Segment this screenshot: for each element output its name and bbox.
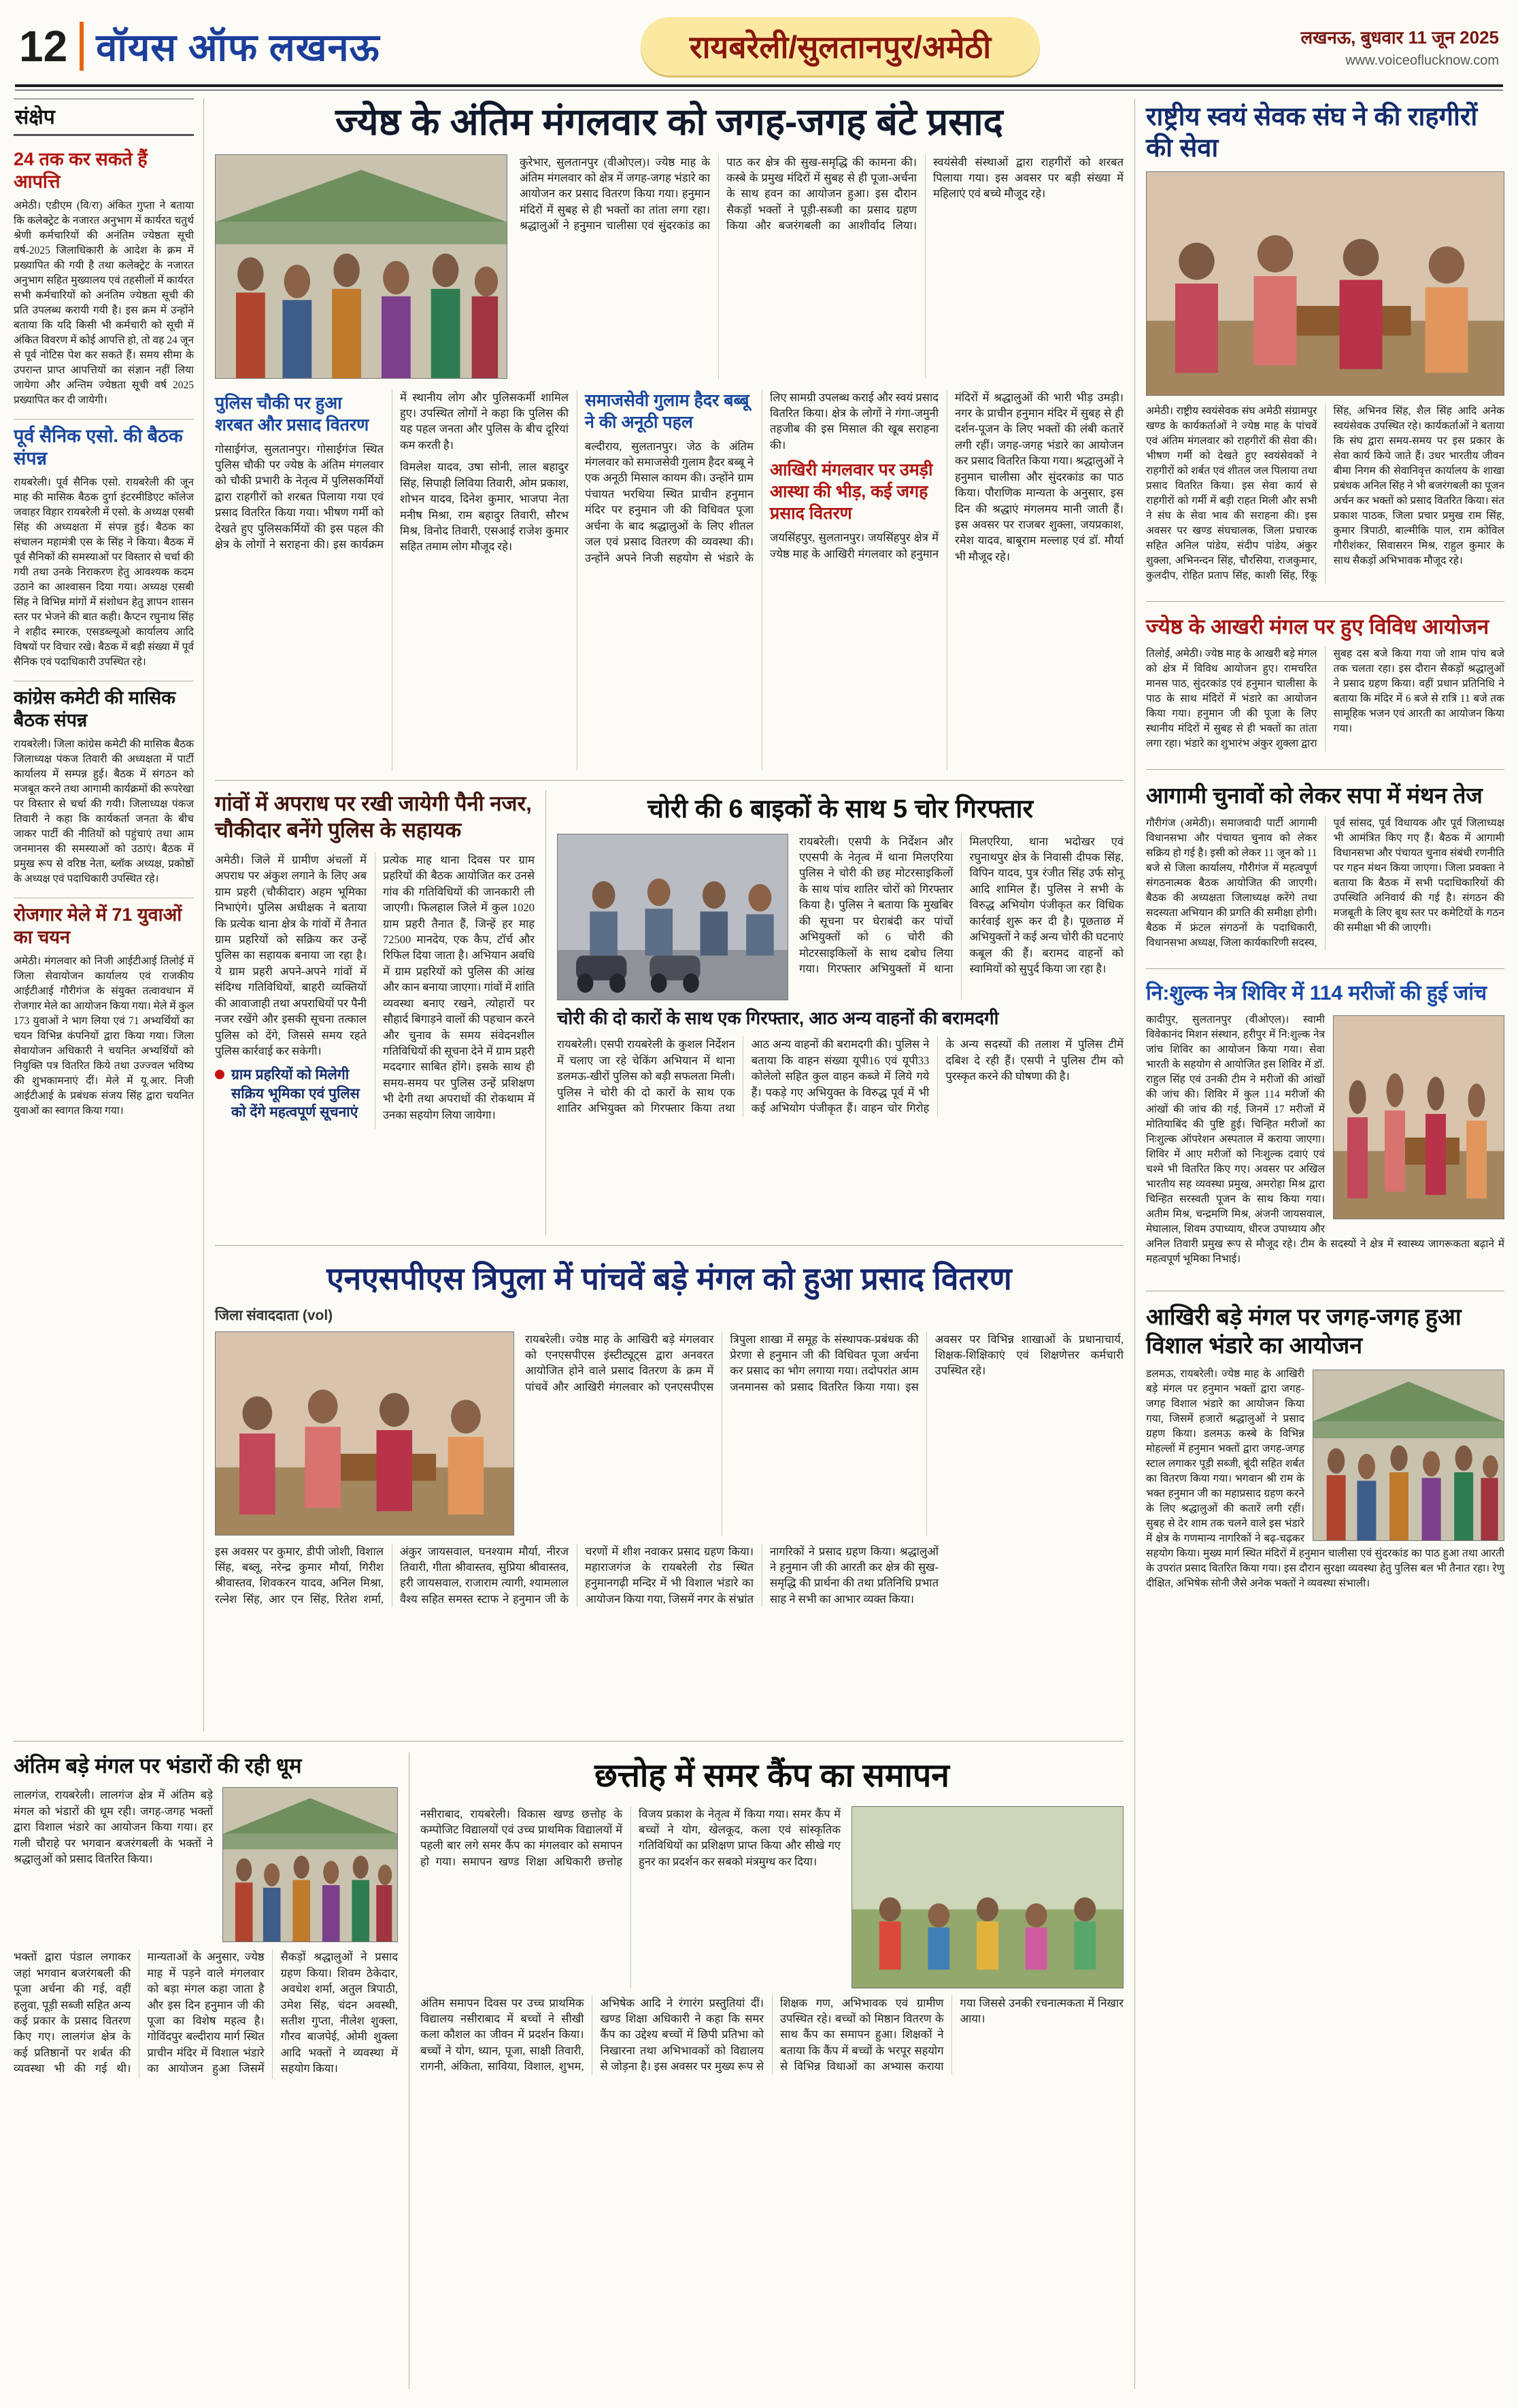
center-column <box>215 99 1124 1731</box>
briefs-column <box>14 99 204 1731</box>
sapa-manthan-article <box>1146 779 1504 959</box>
rss-photo <box>1146 171 1504 396</box>
brief-body: अमेठी। एडीएम (वि/रा) अंकित गुप्ता ने बताया कि कलेक्ट्रेट के नजारत अनुभाग में कार्यरत चतुर्थ श्रेणी कर्मचारियों की अनंतिम ज्येष्ठता सूची वर्ष-2025 जिलाधिकारी के आदेश के क्रम में प्रख्यापित की गयी है तथा कलेक्ट्रेट के नजारत अनुभाग सहित मुख्यालय एवं तहसीलों में कार्यरत सभी कर्मचारियों को अनंतिम ज्येष्ठता सूची की प्रति उपलब्ध करायी गयी है। इस क्रम में उन्होंने बताया कि यदि किसी भी कर्मचारी को सूची में अंकित विवरण में कोई आपत्ति हो, तो वह 24 जून से पूर्व नोटिस पेश कर सकते हैं। समय सीमा के उपरान्त प्राप्त आपत्तियों का संज्ञान नहीं लिया जायेगा और अन्तिम ज्येष्ठता सूची वर्ष 2025 प्रख्यापित कर दी जायेगी। <box>14 199 194 406</box>
header-rule <box>15 84 1503 90</box>
brief-body: अमेठी। मंगलवार को निजी आईटीआई तिलोई में जिला सेवायोजन कार्यालय एवं राजकीय आईटीआई गौरीगंज के संयुक्त तत्वावधान में रोजगार मेले का आयोजन किया गया। मेले में कुल 173 युवाओं ने भाग लिया एवं 71 अभ्यर्थियों का चयन विभिन्न कंपनियों द्वारा किया गया। जिला सेवायोजन अधिकारी ने चयनित अभ्यर्थियों को नियुक्ति पत्र वितरित किये तथा उज्ज्वल भविष्य की शुभकामनाएं दीं। मेले में यू.आर. निजी आईटीआई के प्रबंधक संजय सिंह द्वारा चयनित युवाओं का स्वागत किया गया। <box>14 955 194 1117</box>
lead-subhead-police-chowki: पुलिस चौकी पर हुआ शरबत और प्रसाद वितरण <box>215 393 369 435</box>
dalmau-bhandara-article <box>1146 1301 1504 1606</box>
rss-seva-article <box>1146 99 1504 592</box>
dalmau-photo <box>1313 1370 1504 1541</box>
main-band <box>14 99 1124 2389</box>
lead-subbody: जयसिंहपुर, सुलतानपुर। जयसिंहपुर क्षेत्र में ज्येष्ठ माह के आखिरी मंगलवार को हनुमान मंदिरों में श्रद्धालुओं की भारी भीड़ उमड़ी। नगर के प्राचीन हनुमान मंदिर में सुबह से ही दर्शन-पूजन के लिए भक्तों की लंबी कतारें लगी रहीं। जगह-जगह भंडारे का आयोजन कर प्रसाद वितरित किया गया। श्रद्धालुओं ने हनुमान चालीसा और सुंदरकांड का पाठ किया। पौराणिक मान्यता के अनुसार, इस दिन की श्रद्धाएं मंगलमय मानी जाती हैं। इस अवसर पर राजबर शुक्ला, जयप्रकाश, रमेश यादव, बाबूराम मल्लाह एवं डॉ. मौर्या भी मौजूद रहे। <box>770 390 1124 563</box>
nsps-headline: एनएसपीएस त्रिपुला में पांचवें बड़े मंगल को हुआ प्रसाद वितरण <box>326 1260 1012 1296</box>
brief-headline: रोजगार मेले में 71 युवाओं का चयन <box>14 904 182 947</box>
lead-top-row <box>215 154 1124 379</box>
brief-headline: कांग्रेस कमेटी की मासिक बैठक संपन्न <box>14 687 176 730</box>
page-header <box>14 8 1504 84</box>
brief-headline: पूर्व सैनिक एसो. की बैठक संपन्न <box>14 425 183 469</box>
summer-camp-photo <box>851 1806 1124 1988</box>
crime-watch-highlight <box>215 1066 367 1121</box>
divider <box>1146 968 1504 969</box>
crime-watch-bullet-text: ग्राम प्रहरियों को मिलेगी सक्रिय भूमिका एवं पुलिस को देंगे महत्वपूर्ण सूचनाएं <box>231 1067 360 1121</box>
lead-subhead-gulam-haidar: समाजसेवी गुलाम हैदर बब्बू ने की अनूठी पहल <box>585 390 749 432</box>
brief-body: रायबरेली। जिला कांग्रेस कमेटी की मासिक बैठक जिलाध्यक्ष पंकज तिवारी की अध्यक्षता में पार्टी कार्यालय में सम्पन्न हुई। बैठक में संगठन को मजबूत करने तथा आगामी कार्यक्रमों की रूपरेखा पर विस्तार से चर्चा की गयी। जिलाध्यक्ष पंकज तिवारी ने कहा कि कार्यकर्ता जनता के बीच जाकर पार्टी की नीतियों को पहुंचाएं तथा आम जनमानस की समस्याओं को उठाएं। बैठक में प्रमुख रूप से वरिष्ठ नेता, ब्लॉक अध्यक्ष, प्रकोष्ठों के अध्यक्ष एवं पदाधिकारी उपस्थित रहे। <box>14 738 194 885</box>
bullet-icon <box>215 1070 224 1079</box>
masthead-left <box>19 20 380 72</box>
rss-body-columns <box>1146 404 1504 583</box>
page-number: 12 <box>19 22 68 71</box>
briefs-section-title: संक्षेप <box>14 99 194 136</box>
vividh-body-columns <box>1146 647 1504 751</box>
nsps-prasad-article <box>215 1255 1124 1731</box>
lead-intro: कुरेभार, सुलतानपुर (वीओएल)। ज्येष्ठ माह के अंतिम मंगलवार को क्षेत्र में जगह-जगह भंडारे का आयोजन कर प्रसाद वितरण किया गया। हनुमान मंदिरों में सुबह से ही भक्तों का तांता लगा रहा। श्रद्धालुओं ने हनुमान चालीसा एवं सुंदरकांड का पाठ कर क्षेत्र की सुख-समृद्धि की कामना की। कस्बे के प्रमुख मंदिरों में सुबह से ही पूजा-अर्चना के साथ हवन का आयोजन हुआ। इस दौरान सैकड़ों भक्तों ने पूड़ी-सब्जी का प्रसाद ग्रहण किया और बजरंगबली का आशीर्वाद लिया। स्वयंसेवी संस्थाओं द्वारा राहगीरों को शरबत पिलाया गया। इस अवसर पर बड़ी संख्या में महिलाएं एवं बच्चे मौजूद रहे। <box>520 155 1124 233</box>
right-column <box>1134 99 1504 2389</box>
nsps-body: इस अवसर पर कुमार, डीपी जोशी, विशाल सिंह, बब्लू, नरेन्द्र कुमार मौर्या, गिरीश श्रीवास्तव, शिवकरन यादव, अनिल मिश्रा, रत्नेश सिंह, आर एन सिंह, रितेश शर्मा, अंकुर जायसवाल, घनश्याम मौर्या, नीरज तिवारी, गीता श्रीवास्तव, सुप्रिया श्रीवास्तव, हरी जायसवाल, राजाराम त्यागी, श्यामलाल वैश्य सहित समस्त स्टाफ ने हनुमान जी के चरणों में शीश नवाकर प्रसाद ग्रहण किया। महाराजगंज के रायबरेली रोड स्थित हनुमानगढ़ी मन्दिर में भी विशाल भंडारे का आयोजन किया गया, जिसमें नगर के संभ्रांत नागरिकों ने प्रसाद ग्रहण किया। श्रद्धालुओं ने हनुमान जी की आरती कर क्षेत्र की सुख-समृद्धि की प्रार्थना की तथा प्रतिनिधि प्रभात साह ने सभी का आभार व्यक्त किया। <box>215 1544 939 1606</box>
sapa-body-columns <box>1146 816 1504 951</box>
nsps-body: रायबरेली। ज्येष्ठ माह के आखिरी बड़े मंगलवार को एनएसपीएस इंस्टीट्यूट्स द्वारा अनवरत आयोजित होने वाले प्रसाद वितरण के क्रम में पांचवें और आखिरी मंगलवार को एनएसपीएस त्रिपुला शाखा में समूह के संस्थापक-प्रबंधक की प्रेरणा से हनुमान जी की विधिवत पूजा अर्चना कर प्रसाद का भोग लगाया गया। तदोपरांत आम जनमानस को प्रसाद वितरित किया गया। इस अवसर पर विभिन्न शाखाओं के प्रधानाचार्य, शिक्षक-शिक्षिकाएं एवं शिक्षणेत्तर कर्मचारी उपस्थित रहे। <box>525 1332 1124 1393</box>
sapa-headline: आगामी चुनावों को लेकर सपा में मंथन तेज <box>1146 782 1483 808</box>
lead-photo <box>215 154 507 379</box>
lead-subhead-aakhiri-mangal: आखिरी मंगलवार पर उमड़ी आस्था की भीड़, कई जगह प्रसाद वितरण <box>770 460 933 524</box>
eye-camp-photo <box>1333 1015 1504 1219</box>
summer-camp-intro-columns <box>420 1806 841 1988</box>
crime-row <box>215 790 1124 1236</box>
nsps-byline: जिला संवाददाता (vol) <box>215 1307 333 1323</box>
summer-camp-body: नसीराबाद, रायबरेली। विकास खण्ड छत्तोह के कम्पोजिट विद्यालयों एवं उच्च प्राथमिक विद्यालयों में पहली बार लगे समर कैंप का मंगलवार को समापन हो गया। समापन खण्ड शिक्षा अधिकारी छत्तोह विजय प्रकाश के नेतृत्व में किया गया। समर कैंप में बच्चों ने योग, खेलकूद, कला एवं सांस्कृतिक गतिविधियों का प्रशिक्षण प्राप्त किया और सीखे गए हुनर का प्रदर्शन कर सबको मंत्रमुग्ध कर दिया। <box>420 1807 841 1868</box>
lalganj-bhandara-article <box>14 1752 398 2389</box>
lead-attendee-names: विमलेश यादव, उषा सोनी, लाल बहादुर सिंह, सिपाही लिविया तिवारी, ओम प्रकाश, शोभन यादव, दिनेश कुमार, भाजपा नेता मनीष मिश्रा, राम बहादुर तिवारी, सौरभ मिश्र, विनोद तिवारी, एसआई राजेश कुमार सहित तमाम लोग मौजूद रहे। <box>400 460 569 554</box>
divider <box>1146 769 1504 770</box>
bhandara-body: भक्तों द्वारा पंडाल लगाकर जहां भगवान बजरंगबली की पूजा अर्चना की गई, वहीं हलुवा, पूड़ी सब्जी सहित अन्य कई प्रकार के प्रसाद वितरण किए गए। लालगंज क्षेत्र के कई प्रतिष्ठानों पर शर्बत की व्यवस्था भी की गई थी। मान्यताओं के अनुसार, ज्येष्ठ माह में पड़ने वाले मंगलवार को बड़ा मंगल कहा जाता है और इस दिन हनुमान जी की पूजा का विशेष महत्व है। गोविंदपुर बल्दीराय मार्ग स्थित प्राचीन मंदिर में विशाल भंडारे का आयोजन हुआ जिसमें सैकड़ों श्रद्धालुओं ने प्रसाद ग्रहण किया। शिवम ठेकेदार, अवधेश शर्मा, अतुल त्रिपाठी, उमेश सिंह, चंदन अवस्थी, सतीश गुप्ता, नीलेश शुक्ला, गौरव बाजपेई, ओमी शुक्ला आदि भक्तों ने व्यवस्था में सहयोग किया। <box>14 1950 398 2075</box>
sapa-body: गौरीगंज (अमेठी)। समाजवादी पार्टी आगामी विधानसभा और पंचायत चुनाव को लेकर सक्रिय हो गई है। इसी को लेकर 11 जून को 11 बजे से जिला कार्यालय, गौरीगंज में महत्वपूर्ण संगठनात्मक बैठक आयोजित की जाएगी। बैठक की अध्यक्षता जिलाध्यक्ष करेंगे तथा सदस्यता अभियान की प्रगति की समीक्षा होगी। बैठक में फ्रंटल संगठनों के पदाधिकारी, विधानसभा अध्यक्ष, जिला कार्यकारिणी सदस्य, पूर्व सांसद, पूर्व विधायक और पूर्व जिलाध्यक्ष भी आमंत्रित किए गए हैं। बैठक में आगामी विधानसभा और पंचायत चुनाव संबंधी रणनीति पर गहन मंथन किया जाएगा। जिला प्रवक्ता ने बताया कि बैठक में सभी पदाधिकारियों की उपस्थिति अनिवार्य की गई है। संगठन की मजबूती के लिए बूथ स्तर पर कमेटियों के गठन की समीक्षा भी की जाएगी। <box>1146 817 1504 949</box>
bhandara-top-row <box>14 1787 398 1942</box>
eye-camp-headline: नि:शुल्क नेत्र शिविर में 114 मरीजों की हुई जांच <box>1146 981 1487 1004</box>
region-title: रायबरेली/सुलतानपुर/अमेठी <box>689 29 992 65</box>
crime-watch-body: अमेठी। जिले में ग्रामीण अंचलों में अपराध पर अंकुश लगाने के लिए अब ग्राम प्रहरी (चौकीदार) अहम भूमिका निभाएंगे। पुलिस अधीक्षक ने बताया कि प्रत्येक थाना क्षेत्र के गांवों में तैनात ग्राम प्रहरियों को सक्रिय कर उन्हें पुलिस का सहायक बनाया जा रहा है। ये ग्राम प्रहरी अपने-अपने गांवों में संदिग्ध गतिविधियों, बाहरी व्यक्तियों की आवाजाही तथा अपराधियों पर पैनी नजर रखेंगे और इसकी सूचना तत्काल पुलिस को देंगे, जिससे समय रहते पुलिस कार्रवाई कर सकेगी। <box>215 853 367 1057</box>
lead-subbody: गोसाईगंज, सुलतानपुर। गोसाईगंज स्थित पुलिस चौकी पर ज्येष्ठ के अंतिम मंगलवार को चौकी प्रभारी के नेतृत्व में पुलिसकर्मियों द्वारा राहगीरों को शरबत पिलाया गया एवं प्रसाद वितरित किया गया। भीषण गर्मी को देखते हुए पुलिसकर्मियों की इस पहल की क्षेत्र के लोगों ने सराहना की। इस कार्यक्रम में स्थानीय लोग और पुलिसकर्मी शामिल हुए। उपस्थित लोगों ने कहा कि पुलिस की यह पहल जनता और पुलिस के बीच दूरियां कम करती है। <box>215 390 569 552</box>
divider <box>215 1245 1124 1246</box>
bhandara-body: लालगंज, रायबरेली। लालगंज क्षेत्र में अंतिम बड़े मंगल को भंडारों की धूम रही। जगह-जगह भक्तों द्वारा विशाल भंडारे का आयोजन किया गया। हर गली चौराहे पर भगवान बजरंगबली के भक्तों ने श्रद्धालुओं को प्रसाद वितरित किया। <box>14 1788 213 1865</box>
vividh-headline: ज्येष्ठ के आखरी मंगल पर हुए विविध आयोजन <box>1146 614 1489 639</box>
eye-camp-article <box>1146 979 1504 1282</box>
brief-article-congress-meeting <box>14 681 194 898</box>
eye-camp-body: कादीपुर, सुलतानपुर (वीओएल)। स्वामी विवेकानंद मिशन संस्थान, हरीपुर में नि:शुल्क नेत्र जांच शिविर का आयोजन किया गया। सेवा भारती के सहयोग से आयोजित इस शिविर में डॉ. राहुल सिंह एवं उनकी टीम ने मरीजों की आंखों की जांच की। शिविर में कुल 114 मरीजों की आंखों की जांच की गई, जिनमें 17 मरीजों में मोतियाबिंद की पुष्टि हुई। चिन्हित मरीजों का निःशुल्क ऑपरेशन अस्पताल में कराया जाएगा। शिविर में आए मरीजों को निःशुल्क दवाएं एवं चश्मे भी वितरित किए गए। अवसर पर अखिल भारतीय सह व्यवस्था प्रमुख, अमरोहा मिश्र द्वारा चिन्हित सरस्वती पूजन के साथ किया गया। अतीम मिश्र, चन्द्रमणि मिश्र, अंजनी जायसवाल, मेघालाल, शिवम उपाध्याय, धीरज उपाध्याय और अनिल तिवारी प्रमुख रूप से मौजूद रहे। टीम के सदस्यों ने क्षेत्र में स्वास्थ्य जागरूकता बढ़ाने में महत्वपूर्ण भूमिका निभाई। <box>1146 1014 1504 1266</box>
brief-headline: 24 तक कर सकते हैं आपत्ति <box>14 149 148 192</box>
brief-article-objection <box>14 143 194 420</box>
dalmau-headline: आखिरी बड़े मंगल पर जगह-जगह हुआ विशाल भंडारे का आयोजन <box>1146 1304 1462 1359</box>
masthead-right <box>1300 24 1499 69</box>
crime-watch-headline: गांवों में अपराध पर रखी जायेगी पैनी नजर, चौकीदार बनेंगे पुलिस के सहायक <box>215 791 532 843</box>
region-banner <box>641 17 1040 75</box>
lead-subbody: बल्दीराय, सुलतानपुर। जेठ के अंतिम मंगलवार को समाजसेवी गुलाम हैदर बब्बू ने एक अनूठी मिसाल कायम की। उन्होंने ग्राम पंचायत भरथिया स्थित प्राचीन हनुमान मंदिर पर हनुमान जी की विधिवत पूजा अर्चना के बाद श्रद्धालुओं के लिए शीतल जल एवं प्रसाद वितरण की व्यवस्था की। उन्होंने अपने निजी सहयोग से भंडारे के लिए सामग्री उपलब्ध कराई और स्वयं प्रसाद वितरित किया। क्षेत्र के लोगों ने गंगा-जमुनी तहजीब की इस मिसाल की खूब सराहना की। <box>585 390 939 564</box>
summer-camp-article <box>420 1752 1124 2389</box>
theft-body-columns <box>799 834 1124 1000</box>
bike-theft-article <box>557 790 1124 1236</box>
rss-headline: राष्ट्रीय स्वयं सेवक संघ ने की राहगीरों की सेवा <box>1146 103 1478 163</box>
lead-intro-columns <box>520 154 1124 379</box>
lead-body-columns <box>215 390 1124 770</box>
page-content <box>14 99 1504 2389</box>
rss-body: अमेठी। राष्ट्रीय स्वयंसेवक संघ अमेठी संग्रामपुर खण्ड के कार्यकर्ताओं ने ज्येष्ठ माह के पांचवें एवं अंतिम मंगलवार को राहगीरों की सेवा की। भीषण गर्मी को देखते हुए स्वयंसेवकों ने राहगीरों को शर्बत एवं शीतल जल पिलाया तथा प्रसाद वितरित किया। इस सेवा कार्य से राहगीरों को गर्मी में बड़ी राहत मिली और सभी ने संघ के सेवा भाव की सराहना की। इस अवसर पर खण्ड संघचालक, जिला प्रचारक सहित अनिल पांडेय, संदीप पांडेय, अंकुर शुक्ला, अभिनन्दन सिंह, चौरसिया, राजकुमार, कुलदीप, रोहित प्रताप सिंह, काशी सिंह, रिंकू सिंह, अभिनव सिंह, शैल सिंह आदि अनेक स्वयंसेवक उपस्थित रहे। कार्यकर्ताओं ने बताया कि संघ द्वारा समय-समय पर इस प्रकार के सेवा कार्य किये जाते हैं। उधर भारतीय जीवन बीमा निगम की सेवानिवृत्त कार्यालय के शाखा प्रबंधक अनिल सिंह ने भी बजरंगबली का पूजन अर्चन कर भक्तों को प्रसाद वितरित किया। संत प्रकाश पाठक, जिला प्रचार प्रमुख राम सिंह, कुमार त्रिपाठी, बाल्मीकि पाल, राम कोविल गौरीशंकर, सिवासरन मिश्र, राहुल कुमार के साथ सैकड़ों अभिभावक मौजूद रहे। <box>1146 405 1504 581</box>
nsps-body-columns <box>215 1544 1124 1608</box>
lead-headline: ज्येष्ठ के अंतिम मंगलवार को जगह-जगह बंटे प्रसाद <box>335 101 1003 143</box>
brief-article-exservicemen <box>14 420 194 681</box>
lead-article <box>215 99 1124 770</box>
summer-camp-top-row <box>420 1806 1124 1988</box>
bhandara-body-columns <box>14 1949 398 2078</box>
crime-watch-body: प्रत्येक माह थाना दिवस पर ग्राम प्रहरियों की बैठक आयोजित कर उनसे गांव की गतिविधियों की जानकारी ली जाएगी। फिलहाल जिले में कुल 1020 ग्राम प्रहरी तैनात हैं, जिन्हें हर माह 72500 मानदेय, एक कैप, टॉर्च और रिफिल दिया जाता है। अभियान अवधि में ग्राम प्रहरियों को पुलिस की आंख और कान बनाया जाएगा। गांवों में शांति व्यवस्था बनाए रखने, त्योहारों पर सौहार्द बिगाड़ने वालों की पहचान करने और चुनाव के समय संवेदनशील गतिविधियों की सूचना देने में ग्राम प्रहरी मददगार साबित होंगे। इसके साथ ही समय-समय पर पुलिस उन्हें प्रशिक्षण भी देगी तथा अपराधों की रोकथाम में उनका सहयोग लिया जायेगा। <box>383 853 535 1121</box>
theft-body: रायबरेली। एसपी के निर्देशन और एएसपी के नेतृत्व में थाना मिलएरिया पुलिस ने चोरी की छह मोटरसाइकिलों के साथ पांच शातिर चोरों को गिरफ्तार किया है। पुलिस ने बताया कि मुखबिर की सूचना पर घेराबंदी कर पांचों अभियुक्तों को 6 चोरी की मोटरसाइकिलों के साथ दबोच लिया गया। गिरफ्तार अभियुक्तों में थाना मिलएरिया, थाना भदोखर एवं रघुनाथपुर क्षेत्र के निवासी दीपक सिंह, विपिन यादव, पुत्र रंजीत सिंह उर्फ सोनू आदि शामिल हैं। पुलिस ने सभी के विरुद्ध अभियोग पंजीकृत कर विधिक कार्रवाई शुरू कर दी है। पूछताछ में अभियुक्तों ने कई अन्य चोरी की घटनाएं कबूल की हैं। बरामद वाहनों को स्वामियों को सुपुर्द किया जा रहा है। <box>799 834 1124 975</box>
vividh-body: तिलोई, अमेठी। ज्येष्ठ माह के आखरी बड़े मंगल को क्षेत्र में विविध आयोजन हुए। रामचरित मानस पाठ, सुंदरकांड एवं हनुमान चालीसा के पाठ के साथ मंदिरों में भंडारे का आयोजन किया गया। हनुमान जी की पूजा के लिए स्थानीय मंदिरों में सुबह से ही भक्तों का तांता लगा रहा। भंडारे का शुभारंभ अंकुर शुक्ला द्वारा सुबह दस बजे किया गया जो शाम पांच बजे तक चलता रहा। इस दौरान सैकड़ों श्रद्धालुओं ने प्रसाद ग्रहण किया। वहीं प्रधान प्रतिनिधि ने बताया कि मंदिर में 6 बजे से रात्रि 11 बजे तक सामूहिक भजन एवं आरती का आयोजन किया गया। <box>1146 647 1504 749</box>
theft-headline: चोरी की 6 बाइकों के साथ 5 चोर गिरफ्तार <box>647 794 1034 824</box>
masthead-title: वॉयस ऑफ लखनऊ <box>96 26 380 69</box>
bhandara-headline: अंतिम बड़े मंगल पर भंडारों की रही धूम <box>14 1753 302 1778</box>
divider <box>14 1741 1124 1742</box>
divider <box>1146 601 1504 602</box>
summer-camp-body-columns <box>420 1995 1124 2075</box>
dateline: लखनऊ, बुधवार 11 जून 2025 <box>1300 27 1499 48</box>
divider <box>545 790 546 1236</box>
theft-photo <box>557 834 788 1000</box>
theft-subhead-car-arrest: चोरी की दो कारों के साथ एक गिरफ्तार, आठ अन्य वाहनों की बरामदगी <box>557 1007 999 1028</box>
nsps-photo <box>215 1332 514 1536</box>
summer-camp-headline: छत्तोह में समर कैंप का समापन <box>594 1757 949 1794</box>
crime-watch-columns <box>215 852 535 1129</box>
divider <box>215 780 1124 781</box>
main-band-bottom <box>14 1752 1124 2389</box>
nsps-intro-columns <box>525 1332 1124 1536</box>
theft-sub-body: रायबरेली। एसपी रायबरेली के कुशल निर्देशन में चलाए जा रहे चेकिंग अभियान में थाना डलमऊ-खीरों पुलिस को बड़ी सफलता मिली। पुलिस ने चोरी की दो कारों के साथ एक शातिर अभियुक्त को गिरफ्तार किया तथा आठ अन्य वाहनों की बरामदगी की। पुलिस ने बताया कि वाहन संख्या यूपी16 एवं यूपी33 कोलेलो सहित कुल वाहन कब्जे में लिये गये हैं। पकड़े गए अभियुक्त के विरुद्ध पूर्व में भी कई अभियोग पंजीकृत हैं। वाहन चोर गिरोह के अन्य सदस्यों की तलाश में पुलिस टीमें दबिश दे रही हैं। एसपी ने पुलिस टीम को पुरस्कृत करने की घोषणा की है। <box>557 1038 1124 1115</box>
bhandara-photo <box>222 1787 398 1942</box>
nsps-top-row <box>215 1332 1124 1536</box>
masthead-divider <box>80 22 84 71</box>
village-crime-watch-article <box>215 790 535 1236</box>
summer-camp-body: अंतिम समापन दिवस पर उच्च प्राथमिक विद्यालय नसीराबाद में बच्चों ने सीखी कला कौशल का जीवन में प्रदर्शन किया। बच्चों ने योग, ध्यान, पूजा, साक्षी तिवारी, रागनी, अंकिता, साविया, विशाल, शुभम, अभिषेक आदि ने रंगारंग प्रस्तुतियां दीं। खण्ड शिक्षा अधिकारी ने कहा कि समर कैंप का उद्देश्य बच्चों में छिपी प्रतिभा को निखारना तथा अभिभावकों को विद्यालय से जोड़ना है। इस अवसर पर मुख्य रूप से शिक्षक गण, अभिभावक एवं ग्रामीण उपस्थित रहे। बच्चों को मिष्ठान वितरण के साथ कैंप का समापन हुआ। शिक्षकों ने बताया कि कैंप में बच्चों के भरपूर सहयोग से विभिन्न विधाओं का अभ्यास कराया गया जिससे उनकी रचनात्मकता में निखार आया। <box>420 1996 1124 2073</box>
main-band-top <box>14 99 1124 1731</box>
vividh-aayojan-article <box>1146 611 1504 760</box>
theft-sub-columns <box>557 1036 1124 1116</box>
dalmau-body: डलमऊ, रायबरेली। ज्येष्ठ माह के आखिरी बड़े मंगल पर हनुमान भक्तों द्वारा जगह-जगह विशाल भंडारे का आयोजन किया गया, जिसमें हजारों श्रद्धालुओं ने प्रसाद ग्रहण किया। डलमऊ कस्बे के विभिन्न मोहल्लों में हनुमान भक्तों द्वारा जगह-जगह स्टाल लगाकर पूड़ी सब्जी, बूंदी सहित शर्बत का वितरण किया गया। भगवान श्री राम के भक्त हनुमान जी का महाप्रसाद ग्रहण करने के लिए श्रद्धालुओं की कतारें लगी रहीं। सुबह से देर शाम तक चलने वाले इस भंडारे में क्षेत्र के गणमान्य नागरिकों ने बढ़-चढ़कर सहयोग किया। मुख्य मार्ग स्थित मंदिरों में हनुमान चालीसा एवं सुंदरकांड का पाठ हुआ तथा आरती के उपरांत प्रसाद वितरित किया गया। इस दौरान सुरक्षा व्यवस्था हेतु पुलिस बल भी तैनात रहा। रेणु दीक्षित, अभिषेक सोनी जैसे अनेक भक्तों ने व्यवस्था संभाली। <box>1146 1368 1504 1590</box>
brief-article-job-fair <box>14 898 194 1130</box>
brief-body: रायबरेली। पूर्व सैनिक एसो. रायबरेली की जून माह की मासिक बैठक दुर्गा इंटरमीडिएट कॉलेज जवाहर विहार रायबरेली में एसो. के अध्यक्ष एसबी सिंह की अध्यक्षता में संपन्न हुई। बैठक का संचालन महामंत्री एस के सिंह ने किया। बैठक में पूर्व सैनिकों की समस्याओं पर विस्तार से चर्चा की गयी तथा उनके निराकरण हेतु आवश्यक कदम उठाने का आश्वासन दिया गया। अध्यक्ष एसबी सिंह ने विभिन्न मांगों में संशोधन हेतु ज्ञापन शासन स्तर पर भेजने की बात कही। कैप्टन रघुनाथ सिंह ने शहीद स्मारक, एसडब्ल्यूओ कार्यालय आदि विषयों पर विचार रखे। बैठक में बड़ी संख्या में पूर्व सैनिक एवं पदाधिकारी उपस्थित रहे। <box>14 476 194 668</box>
website-link[interactable]: www.voiceoflucknow.com <box>1345 52 1499 68</box>
theft-top-row <box>557 834 1124 1000</box>
